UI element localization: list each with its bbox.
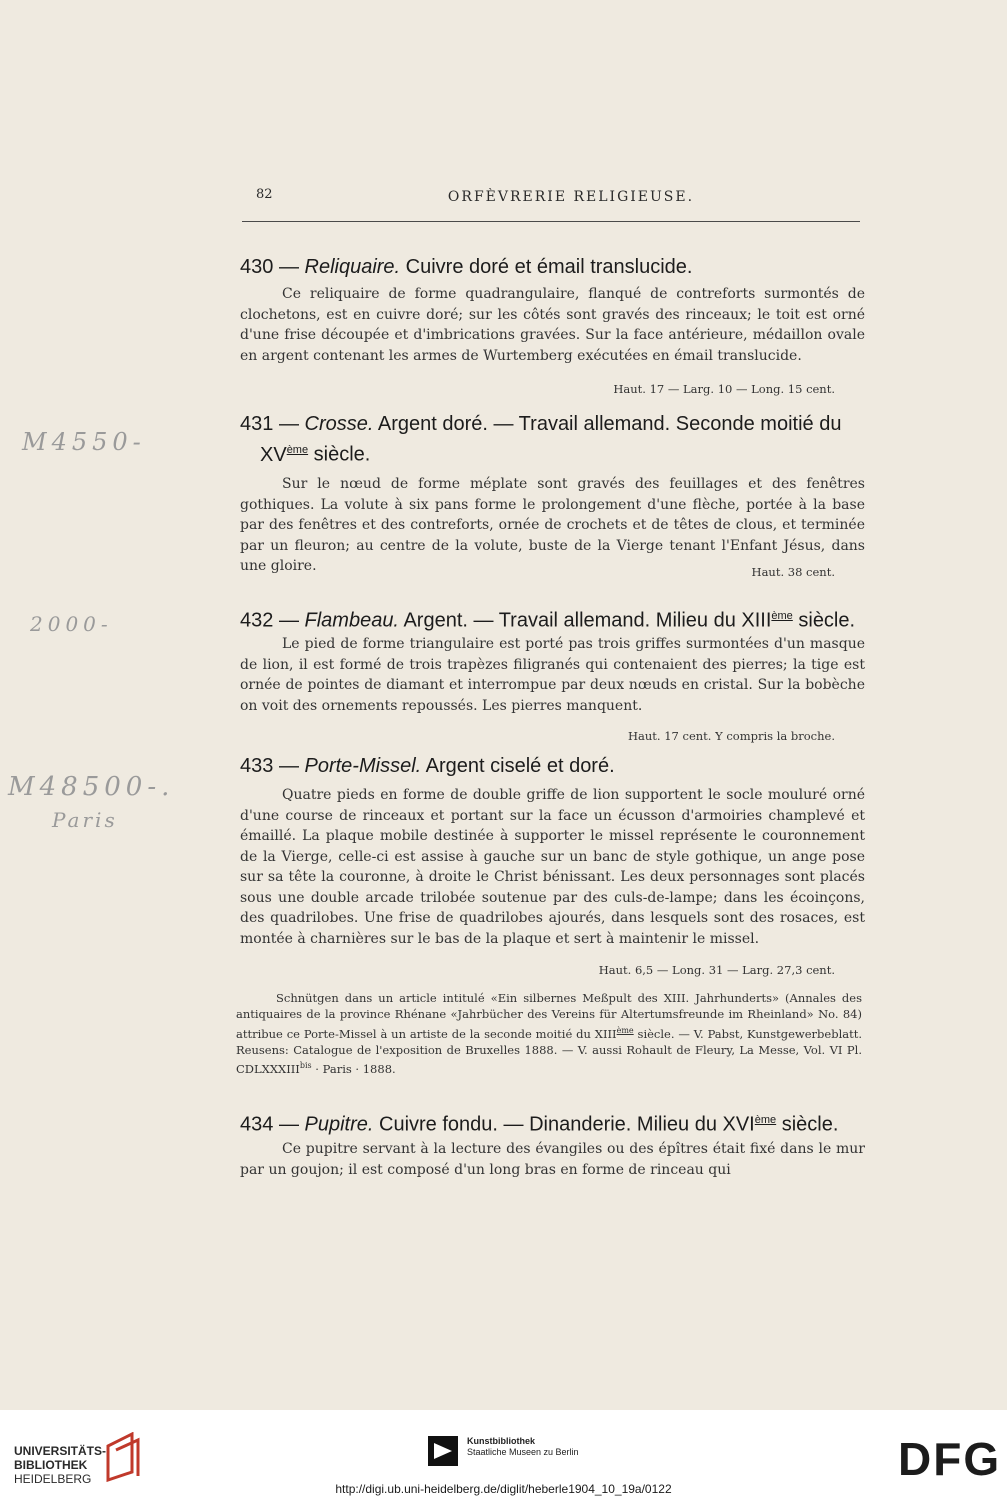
kunstbibliothek-logo-icon [428, 1436, 458, 1466]
running-title: ORFÈVRERIE RELIGIEUSE. [447, 189, 695, 205]
margin-note-433-place: Paris [52, 808, 118, 832]
entry-430-description: Ce reliquaire de forme quadrangulaire, flanqué de contreforts surmontés de clochetons, est en cuivre doré; sur les côtés sont gravés des rinceaux; le toit est orné d'une frise découpée et d'imbrications gravées. Sur la face antérieure, médaillon ovale en argent contenant les armes de Wurtemberg exécutées en émail translucide. [240, 286, 865, 364]
entry-430-dimensions: Haut. 17 — Larg. 10 — Long. 15 cent. [613, 382, 835, 396]
entry-430-title: 430 — Reliquaire. Cuivre doré et émail translucide. [240, 256, 693, 278]
university-library-name: UNIVERSITÄTS- BIBLIOTHEK HEIDELBERG [14, 1444, 107, 1486]
page-header [242, 183, 860, 222]
margin-note-431: M4550- [22, 428, 146, 456]
permalink-url[interactable]: http://digi.ub.uni-heidelberg.de/diglit/heberle1904_10_19a/0122 [335, 1482, 672, 1496]
entry-432-description: Le pied de forme triangulaire est porté pas trois griffes surmontées d'un masque de lion, il est formé de trois trapèzes filigranés qui contenaient des pierres; la tige est ornée de pointes de diamant et interrompue par deux nœuds en cristal. Sur la bobèche on voit des ornements repoussés. Les pierres manquent. [240, 636, 865, 714]
entry-431-description: Sur le nœud de forme méplate sont gravés des feuillages et des fenêtres gothiques. La volute à six pans forme le prolongement d'une flèche, portée à la base par des fenêtres et des contreforts, ornée de crochets et de têtes de clous, et terminée par un fleuron; au centre de la volute, buste de la Vierge tenant l'Enfant Jésus, dans une gloire. [240, 476, 865, 574]
entry-433-title: 433 — Porte-Missel. Argent ciselé et doré. [240, 755, 615, 777]
entry-434-title: 434 — Pupitre. Cuivre fondu. — Dinanderie. Milieu du XVIème siècle. [240, 1113, 839, 1136]
entry-434-description: Ce pupitre servant à la lecture des évangiles ou des épîtres était fixé dans le mur par un goujon; il est composé d'un long bras en forme de rinceau qui [240, 1141, 865, 1178]
margin-note-433-price: M48500-. [8, 772, 175, 802]
viewer-footer [0, 1410, 1007, 1498]
dfg-logo: DFG [898, 1433, 1002, 1485]
entry-431-title: 431 — Crosse. Argent doré. — Travail allemand. Seconde moitié du XVème siècle. [240, 413, 842, 466]
entry-433-description: Quatre pieds en forme de double griffe de lion supportent le socle mouluré orné d'une course de rinceaux et portant sur la face un écusson d'armoiries champlevé et émaillé. La plaque mobile destinée à supporter le missel représente le couronnement de la Vierge, celle-ci est assise à gauche sur un banc de style gothique, un ange pose sur sa tête la couronne, à droite le Christ bénissant. Les deux personnages sont placés sous une double arcade trilobée soutenue par des culs-de-lampe; dans les écoinçons, des quadrilobes. Une frise de quadrilobes ajourés, dans lesquels sont des rosaces, est montée à charnières sur le bas de la plaque et sert à maintenir le missel. [240, 787, 865, 947]
entry-432-dimensions: Haut. 17 cent. Y compris la broche. [628, 729, 835, 743]
margin-note-432: 2000- [30, 612, 113, 636]
entry-431-dimensions: Haut. 38 cent. [751, 565, 835, 579]
page-number: 82 [256, 187, 273, 202]
entry-433-dimensions: Haut. 6,5 — Long. 31 — Larg. 27,3 cent. [598, 963, 835, 977]
kunstbibliothek-credit: Kunstbibliothek Staatliche Museen zu Berlin [467, 1436, 579, 1457]
entry-432-title: 432 — Flambeau. Argent. — Travail allemand. Milieu du XIIIème siècle. [240, 609, 856, 632]
entry-433-bibliography-note: Schnütgen dans un article intitulé «Ein silbernes Meßpult des XIII. Jahrhunderts» (Annales des antiquaires de la province Rhénane «Jahrbücher des Vereins für Altertumsfreunde im Rheinland» No. 84) attribue ce Porte-Missel à un artiste de la seconde moitié du XIIIème siècle. — V. Pabst, Kunstgewerbeblatt. Reusens: Catalogue de l'exposition de Bruxelles 1888. — V. aussi Rohault de Fleury, La Messe, Vol. VI Pl. $CDLXXXIII^{bis}$ · Paris · 1888. [236, 991, 863, 1077]
university-library-logo-icon [104, 1432, 140, 1482]
